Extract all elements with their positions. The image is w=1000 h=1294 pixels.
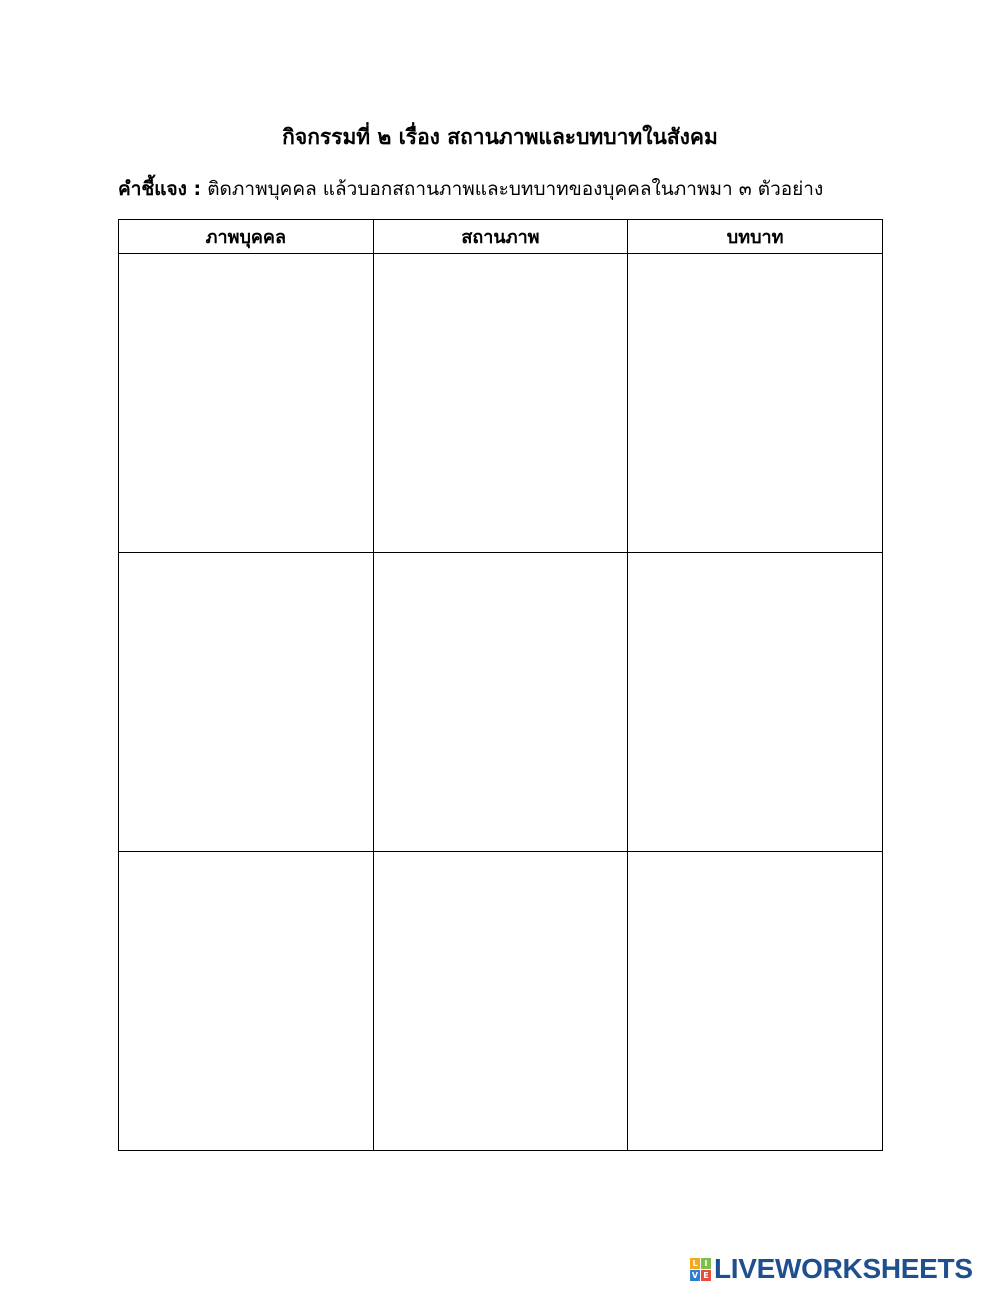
worksheet-title: กิจกรรมที่ ๒ เรื่อง สถานภาพและบทบาทในสังคม: [282, 125, 718, 149]
instructions-label: คำชี้แจง :: [118, 178, 202, 200]
table-row: [119, 553, 883, 852]
role-cell[interactable]: [628, 254, 883, 553]
header-role: บทบาท: [628, 220, 883, 254]
person-image-cell[interactable]: [119, 852, 374, 1151]
logo-mark-letter: V: [691, 1270, 699, 1280]
instructions: [118, 173, 898, 205]
instructions-text: ติดภาพบุคคล แล้วบอกสถานภาพและบทบาทของบุคคลในภาพมา ๓ ตัวอย่าง: [207, 178, 824, 200]
role-cell[interactable]: [628, 852, 883, 1151]
status-cell[interactable]: [373, 254, 628, 553]
logo-mark-letter: E: [701, 1270, 711, 1281]
table-row: [119, 254, 883, 553]
header-person-image: ภาพบุคคล: [119, 220, 374, 254]
logo-text: LIVEWORKSHEETS: [714, 1253, 973, 1284]
activity-table: [118, 219, 883, 1151]
table-row: [119, 852, 883, 1151]
role-cell[interactable]: [628, 553, 883, 852]
status-cell[interactable]: [373, 852, 628, 1151]
logo-mark-icon: [690, 1258, 711, 1281]
liveworksheets-logo: [690, 1254, 973, 1284]
logo-mark-letter: L: [690, 1258, 700, 1269]
status-cell[interactable]: [373, 553, 628, 852]
person-image-cell[interactable]: [119, 553, 374, 852]
header-status: สถานภาพ: [373, 220, 628, 254]
table-header-row: [119, 220, 883, 254]
logo-mark-letter: I: [701, 1258, 711, 1269]
person-image-cell[interactable]: [119, 254, 374, 553]
